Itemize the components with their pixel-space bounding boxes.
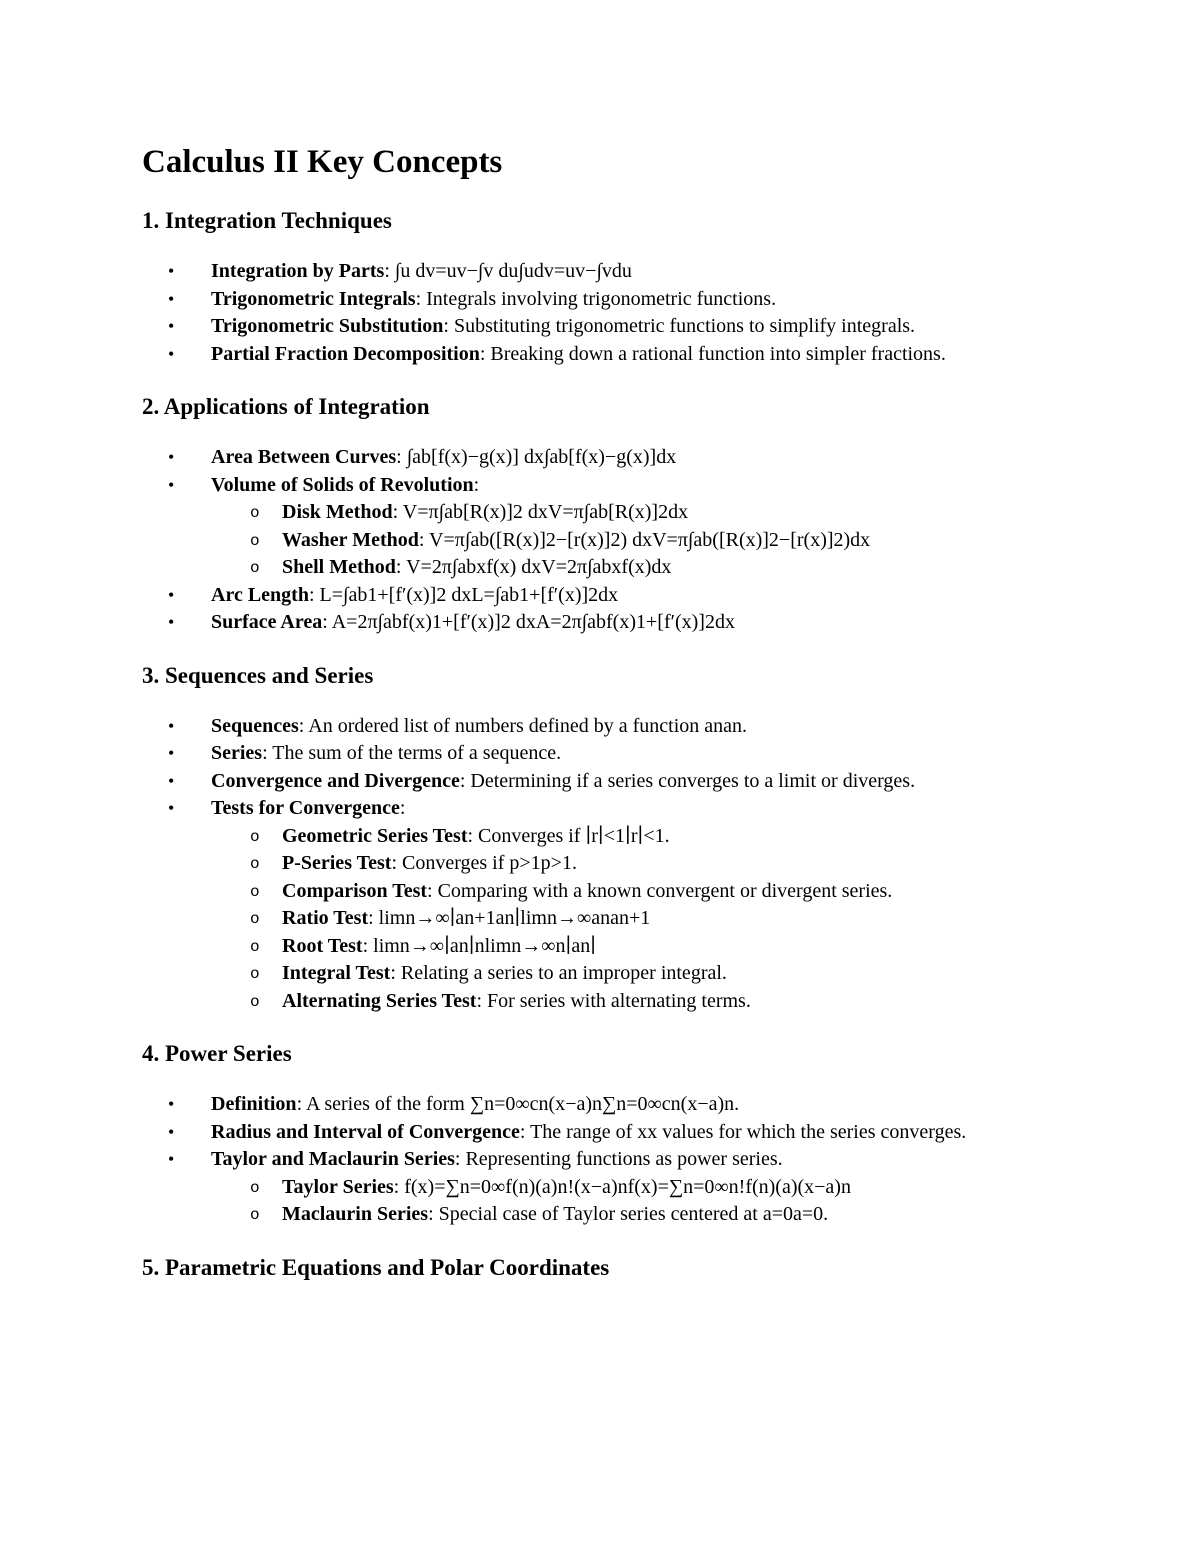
circle-bullet-icon: o [250,1206,260,1224]
item-term: Arc Length [211,583,309,606]
sub-list-item [142,499,1062,527]
circle-bullet-icon: o [250,965,260,983]
item-term: Tests for Convergence [211,797,400,819]
bullet-list [142,258,1062,368]
item-description: : [399,797,406,819]
sub-list-item [142,850,1062,878]
bullet-icon: • [168,261,175,281]
sub-item-term: Ratio Test [282,907,369,929]
item-description: : A series of the form ∑n=0∞cn(x−a)n∑n=0∞cn(x−a)n. [296,1093,740,1115]
sub-list-item [142,878,1062,906]
item-term: Radius and Interval of Convergence [211,1120,520,1143]
sub-item-description: : Special case of Taylor series centered at a=0a=0. [428,1203,829,1225]
sub-item-term: P-Series Test [282,852,392,874]
list-item [142,1119,1062,1147]
circle-bullet-icon: o [250,531,260,550]
bullet-icon: • [168,1121,175,1142]
item-description: : An ordered list of numbers defined by a function anan. [298,714,748,737]
section-number: 1. [142,208,165,233]
section-heading [142,1039,1062,1069]
item-description: : [473,473,480,496]
sub-list-item [142,905,1062,933]
item-term: Trigonometric Substitution [211,315,444,337]
sub-list-item [142,554,1062,582]
section-title: Power Series [165,1041,292,1066]
sub-list-item [142,988,1062,1016]
item-term: Definition [211,1093,297,1115]
sub-item-term: Taylor Series [282,1175,394,1198]
sub-item-term: Comparison Test [282,879,428,902]
item-description: : The sum of the terms of a sequence. [262,742,562,764]
sub-item-term: Integral Test [282,962,391,984]
bullet-icon: • [168,474,175,495]
bullet-icon: • [168,288,175,309]
sub-item-description: : f(x)=∑n=0∞f(n)(a)n!(x−a)nf(x)=∑n=0∞n!f(n)(a)(x−a)n [393,1175,851,1198]
item-term: Volume of Solids of Revolution [211,473,474,496]
list-item [142,313,1062,341]
item-description: : Substituting trigonometric functions to simplify integrals. [443,315,916,337]
list-item [142,609,1062,637]
circle-bullet-icon: o [250,992,260,1011]
item-term: Integration by Parts [211,260,385,282]
bullet-icon: • [168,798,175,818]
sub-item-description: : V=2π∫abxf(x) dxV=2π∫abxf(x)dx [395,556,672,578]
item-description: : L=∫ab1+[f′(x)]2 dxL=∫ab1+[f′(x)]2dx [308,583,619,606]
sub-list-item [142,960,1062,988]
circle-bullet-icon: o [250,882,260,901]
item-term: Surface Area [211,611,323,633]
section-heading [142,392,1062,422]
bullet-list [142,444,1062,637]
sub-list [211,499,1062,582]
document-page [142,142,1062,1283]
list-item [142,713,1062,741]
section-title: Sequences and Series [165,662,374,688]
list-item [142,472,1062,582]
sub-item-term: Root Test [282,934,363,957]
list-item [142,740,1062,768]
sub-item-description: : limn→∞∣an+1an∣limn→∞anan+1 [368,907,651,929]
list-item [142,1146,1062,1229]
sub-item-description: : For series with alternating terms. [476,989,751,1012]
item-term: Sequences [211,714,299,737]
section-number: 2. [142,394,164,419]
sub-item-description: : Relating a series to an improper integral. [390,962,727,984]
list-item [142,1091,1062,1119]
sub-item-description: : limn→∞∣an∣nlimn→∞n∣an∣ [362,934,597,957]
sub-list-item [142,527,1062,555]
bullet-icon: • [168,612,175,632]
circle-bullet-icon: o [250,1178,260,1197]
sub-item-description: : Converges if ∣r∣<1∣r∣<1. [467,824,670,847]
item-description: : ∫ab[f(x)−g(x)] dx∫ab[f(x)−g(x)]dx [396,446,677,468]
circle-bullet-icon: o [250,504,260,522]
section-heading [142,661,1062,691]
item-description: : Integrals involving trigonometric functions. [415,287,777,310]
sub-item-term: Alternating Series Test [282,989,477,1012]
sub-item-term: Disk Method [282,501,393,523]
list-item [142,795,1062,1015]
bullet-icon: • [168,584,175,605]
sub-item-description: : Converges if p>1p>1. [391,852,577,874]
sub-item-description: : V=π∫ab([R(x)]2−[r(x)]2) dxV=π∫ab([R(x)]2−[r(x)]2)dx [418,528,871,551]
item-term: Convergence and Divergence [211,769,460,792]
item-term: Area Between Curves [211,446,397,468]
bullet-icon: • [168,770,175,791]
bullet-list [142,713,1062,1016]
section-heading [142,206,1062,236]
item-term: Partial Fraction Decomposition [211,342,480,365]
item-description: : A=2π∫abf(x)1+[f′(x)]2 dxA=2π∫abf(x)1+[f′(x)]2dx [322,611,735,633]
item-term: Series [211,742,263,764]
item-description: : Determining if a series converges to a limit or diverges. [459,769,916,792]
bullet-icon: • [168,343,175,364]
circle-bullet-icon: o [250,827,260,846]
item-description: : ∫u dv=uv−∫v du∫udv=uv−∫vdu [384,260,632,282]
bullet-icon: • [168,316,175,336]
item-description: : Representing functions as power series. [454,1148,783,1170]
sub-list-item [142,933,1062,961]
item-description: : Breaking down a rational function into simpler fractions. [479,342,946,365]
item-term: Trigonometric Integrals [211,287,416,310]
item-term: Taylor and Maclaurin Series [211,1148,455,1170]
circle-bullet-icon: o [250,559,260,577]
list-item [142,341,1062,369]
bullet-icon: • [168,743,175,763]
sub-list-item [142,1174,1062,1202]
list-item [142,768,1062,796]
page-title: Calculus II Key Concepts [142,144,503,180]
sub-item-description: : V=π∫ab[R(x)]2 dxV=π∫ab[R(x)]2dx [392,501,689,523]
bullet-icon: • [168,1149,175,1169]
section-number: 4. [142,1041,165,1066]
section-number: 3. [142,662,165,688]
sub-item-term: Geometric Series Test [282,824,468,847]
circle-bullet-icon: o [250,855,260,873]
sub-list-item [142,823,1062,851]
circle-bullet-icon: o [250,910,260,928]
section-title: Applications of Integration [163,394,430,419]
item-description: : The range of xx values for which the series converges. [519,1120,967,1143]
bullet-list [142,1091,1062,1229]
list-item [142,444,1062,472]
bullet-icon: • [168,447,175,467]
section-title: Integration Techniques [165,208,392,233]
sub-list-item [142,1201,1062,1229]
sub-item-term: Shell Method [282,556,396,578]
bullet-icon: • [168,715,175,736]
sections-container [142,206,1062,1283]
list-item [142,286,1062,314]
sub-list [211,823,1062,1016]
list-item [142,258,1062,286]
sub-list [211,1174,1062,1229]
section-heading [142,1253,1062,1283]
sub-item-description: : Comparing with a known convergent or divergent series. [427,879,893,902]
list-item [142,582,1062,610]
section-number: 5. [142,1254,165,1280]
circle-bullet-icon: o [250,937,260,956]
section-title: Parametric Equations and Polar Coordinates [165,1254,610,1280]
bullet-icon: • [168,1094,175,1114]
sub-item-term: Maclaurin Series [282,1203,429,1225]
sub-item-term: Washer Method [282,528,419,551]
